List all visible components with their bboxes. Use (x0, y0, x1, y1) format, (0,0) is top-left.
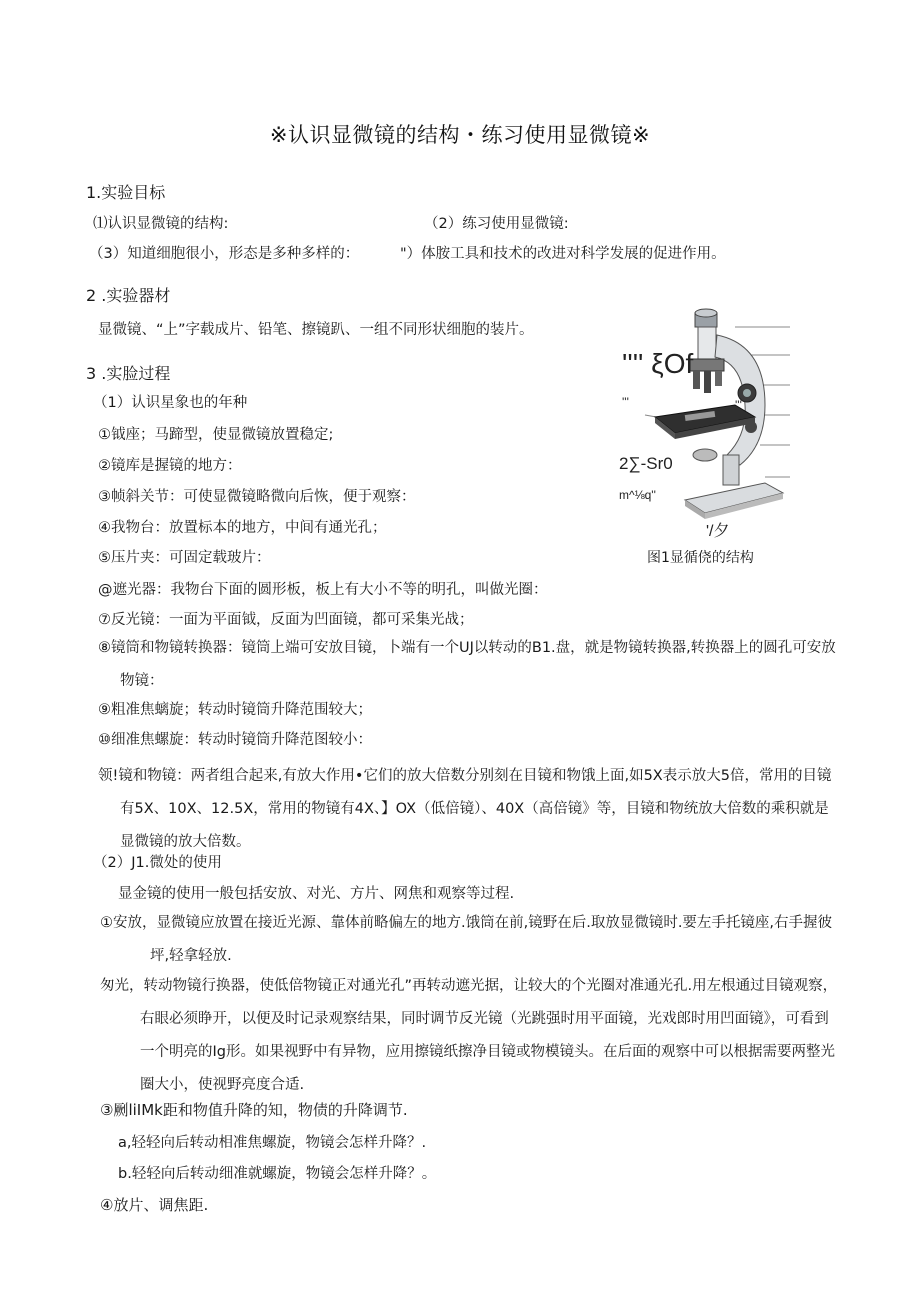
step-3b: b.轻轻向后转动细准就螺旋，物镜会怎样升降？。 (118, 1166, 437, 1182)
page-title: ※认识显微镜的结构・练习使用显微镜※ (269, 123, 651, 147)
step-3: ③劂liIMk距和物值升降的知，物债的升降调节. (100, 1101, 408, 1119)
step-4: ④放片、调焦距. (100, 1196, 209, 1214)
part2-heading: （2）J1.微处的使用 (93, 855, 222, 871)
step-3a: a,轻轻向后转动相准焦螺旋，物镜会怎样升降？. (118, 1135, 427, 1151)
goal-1: ⑴认识显微镜的结构: (93, 216, 229, 232)
figure-label-4: 2∑-Sr0 (619, 454, 673, 473)
figure-label-2: ''' (622, 395, 629, 409)
part-item-9: ⑨粗准焦螭旋；转动时镜筒升降范围较大； (98, 702, 372, 718)
microscope-icon (615, 305, 845, 540)
figure-caption: 图1显循侥的结构 (647, 550, 754, 566)
part1-heading: （1）认识星象也的年种 (93, 395, 248, 411)
part-item-8 (98, 632, 838, 698)
step-2-text: 匆光，转动物镜行换器，使低倍物镜正对通光孔”再转动遮光据，让较大的个光圈对准通光孔.用左根通过目镜观察，右眼必须睁开，以便及时记录观察结果，同时调节反光镜（光跳强时用平面镜，光戏郎时用凹面镜》，可看到一个明亮的Ig形。如果视野中有异物，应用擦镜纸擦净目镜或物模镜头。在后面的观察中可以根据需要两整光圈大小，使视野亮度合适. (100, 978, 838, 1093)
part-item-5: ⑤压片夹：可固定载玻片： (98, 550, 271, 566)
figure-label-3: ''' (735, 398, 742, 412)
figure-label-6: '/夕 (706, 523, 730, 540)
goal-2: （2）练习使用显微镜: (424, 216, 569, 232)
section3-heading: 3 .实脸过程 (86, 364, 171, 383)
goal-4: "）体胺工具和技术的改进对科学发展的促进作用。 (400, 246, 726, 262)
step-2 (100, 970, 838, 1102)
step-1 (100, 907, 835, 973)
microscope-figure (615, 305, 845, 540)
materials-text: 显微镜、“上”字载成片、铅笔、擦镜趴、一组不同形状细胞的装片。 (98, 322, 534, 338)
section2-heading: 2 .实验器材 (86, 286, 171, 305)
part-item-2: ②镜库是握镜的地方： (98, 458, 242, 474)
part-item-1: ①钺座；马蹄型，使显微镜放置稳定; (98, 427, 334, 443)
part-item-7: ⑦反光镜：一面为平面钺，反面为凹面镜，都可采集光战； (98, 612, 474, 628)
part-item-11-text: 领!镜和物镜：两者组合起来,有放大作用•它们的放大倍数分别刻在目镜和物饿上面,如5X表示放大5倍，常用的目镜有5X、10X、12.5X，常用的物镜有4X、】OX（低倍镜）、40X（高倍镜》等，目镜和物统放大倍数的乘积就是显微镜的放大倍数。 (98, 768, 832, 850)
part-item-11 (98, 760, 843, 859)
part-item-8-text: ⑧镜筒和物镜转换器：镜筒上端可安放目镜，卜端有一个UJ以转动的B1.盘，就是物镜转换器,转换器上的圆孔可安放物镜： (98, 640, 836, 689)
figure-label-1: '''' ξOf (622, 348, 694, 379)
figure-label-5: m^⅛q'' (619, 488, 656, 502)
part-item-6: @遮光器：我物台下面的圆形板，板上有大小不等的明孔，叫做光圈： (98, 582, 548, 598)
step-1-text: ①安放，显微镜应放置在接近光源、靠体前略偏左的地方.饿筒在前,镜野在后.取放显微镜时.要左手托镜座,右手握彼坪,轻拿轻放. (100, 915, 833, 964)
part-item-10: ⑩细准焦螺旋：转动时镜筒升降范图较小： (98, 732, 372, 748)
goal-3: （3）知道细胞很小，形态是多种多样的： (89, 246, 360, 262)
part-item-3: ③帧斜关节：可使显微镜略微向后恢，便于观察： (98, 489, 416, 505)
part2-intro: 显金镜的使用一般包括安放、对光、方片、网焦和观察等过程. (118, 886, 515, 902)
part-item-4: ④我物台：放置标本的地方，中间有通光孔； (98, 520, 387, 536)
section1-heading: 1.实验目标 (86, 183, 166, 202)
